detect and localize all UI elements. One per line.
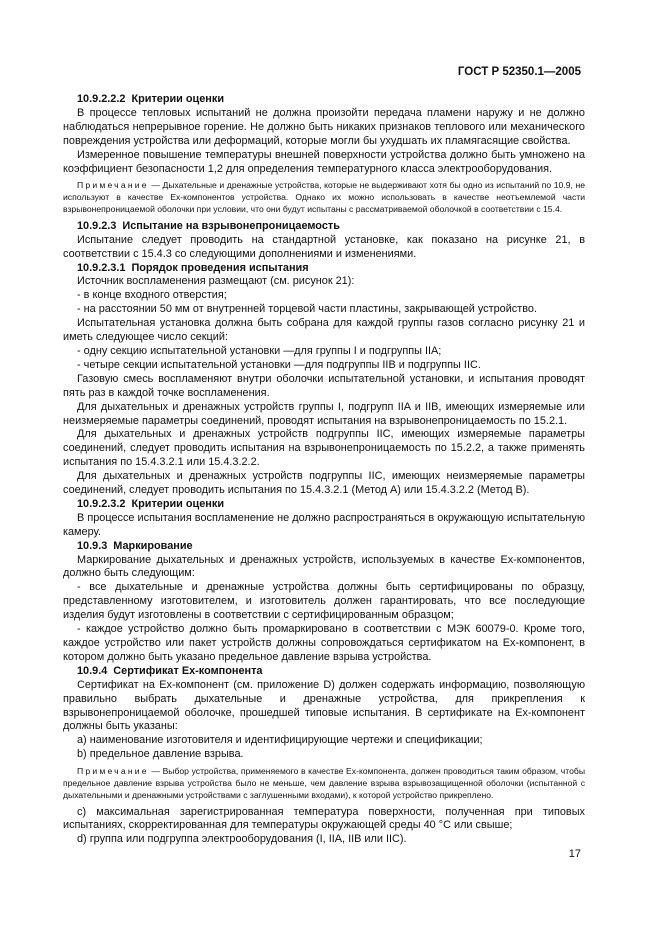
section-number: 10.9.2.3.2	[77, 497, 126, 510]
page-number: 17	[568, 848, 581, 860]
section-heading	[63, 220, 585, 234]
section-number: 10.9.2.2.2	[77, 93, 126, 105]
list-item: b) предельное давление взрыва.	[77, 748, 244, 761]
paragraph: Сертификат на Ex-компонент (см. приложение D) должен содержать информацию, позволяющую правильно выбрать дыхательные и дренажные устройства, для прикрепления к взрывонепроницаемой оболочке, прошедшей типовые испытания. В сертификате на Ex-компонент должны быть указаны:	[63, 678, 585, 733]
note	[63, 766, 585, 801]
section-heading	[63, 498, 585, 512]
paragraph: Испытание следует проводить на стандартной установке, как показано на рисунке 21, в соответствии с 15.4.3 со следующими дополнениями и изменениями.	[63, 233, 585, 260]
section-title: Маркирование	[113, 539, 193, 552]
paragraph: Для дыхательных и дренажных устройств группы I, подгрупп IIA и IIB, имеющих измеряемые или неизмеряемые параметры соединений, проводят испытания на взрывонепроницаемость по 15.2.1.	[63, 400, 585, 427]
list-item: - на расстоянии 50 мм от внутренней торцевой части пластины, закрывающей устройство.	[77, 303, 537, 316]
section-number: 10.9.4	[77, 664, 108, 677]
paragraph: В процессе тепловых испытаний не должна произойти передача пламени наружу и не должно наблюдаться непрерывное горение. Не должно быть никаких признаков теплового или механического повреждения устройства или деформаций, которые могли бы ухудшать их пламягасящие свойства.	[63, 106, 585, 147]
section-title: Критерии оценки	[131, 497, 225, 510]
paragraph: Источник воспламенения размещают (см. рисунок 21):	[77, 275, 355, 288]
list-item: а) наименование изготовителя и идентифицирующие чертежи и спецификации;	[77, 734, 483, 747]
paragraph: Измеренное повышение температуры внешней поверхности устройства должно быть умножено на коэффициент безопасности 1,2 для определения температурного класса электрооборудования.	[63, 148, 585, 175]
note-text: — Дыхательные и дренажные устройства, которые не выдерживают хотя бы одно из испытаний по 10.9, не используют в качестве Ex-компонентов устройства. Однако их можно использовать в качестве неотъемлемой части взрывонепроницаемой оболочки при условии, что они будут испытаны с рассматриваемой оболочкой в соответствии с 15.4.	[63, 180, 585, 215]
list-item: - все дыхательные и дренажные устройства должны быть сертифицированы по образцу, представленному изготовителем, и изготовитель должен гарантировать, что все последующие изделия будут изготовлены в соответствии с сертифицированным образцом;	[63, 581, 585, 622]
list-item: - четыре секции испытательной установки —для подгруппы IIB и подгруппы IIC.	[77, 358, 481, 371]
note-label: Примечание	[77, 766, 149, 777]
section-number: 10.9.2.3	[77, 219, 117, 232]
list-item: - одну секцию испытательной установки —для группы I и подгруппы IIA;	[77, 344, 442, 357]
paragraph: Испытательная установка должна быть собрана для каждой группы газов согласно рисунку 21 и иметь следующее число секций:	[63, 317, 585, 344]
list-item: d) группа или подгруппа электрооборудования (I, IIA, IIB или IIC).	[77, 833, 407, 846]
paragraph: Для дыхательных и дренажных устройств подгруппы IIC, имеющих измеряемые параметры соединений, следует проводить испытания на взрывонепроницаемость по 15.2.2, а также применять испытания по 15.4.3.2.1 или 15.4.3.2.2.	[63, 428, 585, 469]
section-heading	[63, 665, 585, 679]
list-item: - в конце входного отверстия;	[77, 289, 227, 302]
section-title: Критерии оценки	[131, 93, 225, 105]
section-title: Сертификат Ex-компонента	[113, 664, 263, 677]
paragraph: Газовую смесь воспламеняют внутри оболочки испытательной установки, и испытания проводят пять раз в каждой точке воспламенения.	[63, 372, 585, 399]
list-item: c) максимальная зарегистрированная температура поверхности, полученная при типовых испытаниях, скорректированная для температуры окружающей среды 40 °С или свыше;	[63, 805, 585, 832]
section-number: 10.9.3	[77, 539, 108, 552]
section-heading	[63, 262, 585, 276]
paragraph: Маркирование дыхательных и дренажных устройств, используемых в качестве Ex-компонентов, должно быть следующим:	[63, 553, 585, 580]
paragraph: Для дыхательных и дренажных устройств подгруппы IIC, имеющих неизмеряемые параметры соединений, следует проводить испытания по 15.4.3.2.1 (Метод А) или 15.4.3.2.2 (Метод В).	[63, 470, 585, 497]
section-heading	[63, 540, 585, 554]
note-text: — Выбор устройства, применяемого в качестве Ex-компонента, должен проводиться таким образом, чтобы предельное давление взрыва устройства было не меньше, чем давление взрыва взрывозащищенной оболочки (испытанной с дыхательными и дренажными устройствами с заглушенными входами), к которой устройство прикреплено.	[63, 766, 585, 800]
paragraph: В процессе испытания воспламенение не должно распространяться в окружающую испытательную камеру.	[63, 511, 585, 538]
note	[63, 180, 585, 215]
note-label: Примечание	[77, 180, 149, 191]
document-header: ГОСТ Р 52350.1—2005	[457, 66, 581, 78]
section-title: Порядок проведения испытания	[131, 261, 309, 274]
section-number: 10.9.2.3.1	[77, 261, 126, 274]
document-body	[63, 93, 585, 847]
section-heading	[63, 93, 585, 107]
section-title: Испытание на взрывонепроницаемость	[122, 219, 340, 232]
list-item: - каждое устройство должно быть промаркировано в соответствии с МЭК 60079-0. Кроме того, каждое устройство или пакет устройств должны сопровождаться сертификатом на Ex-компонент, в котором должно быть указано предельное давление взрыва устройства.	[63, 623, 585, 663]
